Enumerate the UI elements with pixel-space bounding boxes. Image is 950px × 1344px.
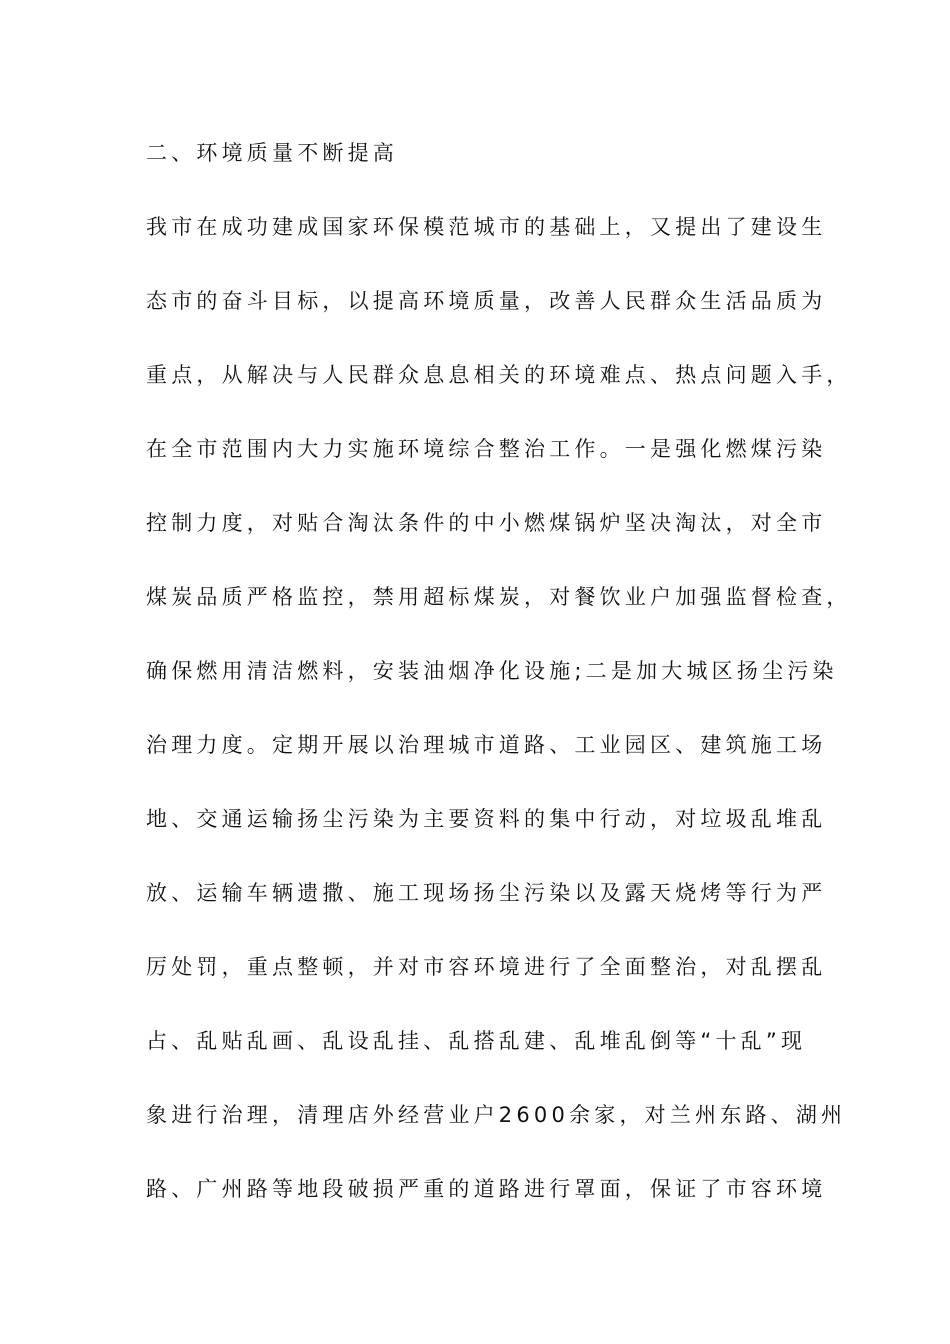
paragraph-line: 占、乱贴乱画、乱设乱挂、乱搭乱建、乱堆乱倒等“十乱”现: [146, 1029, 807, 1053]
paragraph-line: 地、交通运输扬尘污染为主要资料的集中行动，对垃圾乱堆乱: [146, 807, 827, 831]
paragraph-line: 我市在成功建成国家环保模范城市的基础上，又提出了建设生: [146, 215, 827, 239]
paragraph-line: 煤炭品质严格监控，禁用超标煤炭，对餐饮业户加强监督检查，: [146, 585, 852, 609]
paragraph-line: 控制力度，对贴合淘汰条件的中小燃煤锅炉坚决淘汰，对全市: [146, 511, 827, 535]
paragraph-line: 路、广州路等地段破损严重的道路进行罩面，保证了市容环境: [146, 1177, 827, 1201]
section-heading: 二、环境质量不断提高: [146, 141, 398, 165]
paragraph-line: 治理力度。定期开展以治理城市道路、工业园区、建筑施工场: [146, 733, 827, 757]
paragraph-line: 在全市范围内大力实施环境综合整治工作。一是强化燃煤污染: [146, 437, 827, 461]
paragraph-line: 厉处罚，重点整顿，并对市容环境进行了全面整治，对乱摆乱: [146, 955, 827, 979]
paragraph-line: 态市的奋斗目标，以提高环境质量，改善人民群众生活品质为: [146, 289, 827, 313]
paragraph-line: 放、运输车辆遗撒、施工现场扬尘污染以及露天烧烤等行为严: [146, 881, 827, 905]
paragraph-line: 确保燃用清洁燃料，安装油烟净化设施;二是加大城区扬尘污染: [146, 659, 838, 683]
paragraph-line: 象进行治理，清理店外经营业户2600余家，对兰州东路、湖州: [146, 1103, 847, 1127]
paragraph-line: 重点，从解决与人民群众息息相关的环境难点、热点问题入手，: [146, 363, 852, 387]
